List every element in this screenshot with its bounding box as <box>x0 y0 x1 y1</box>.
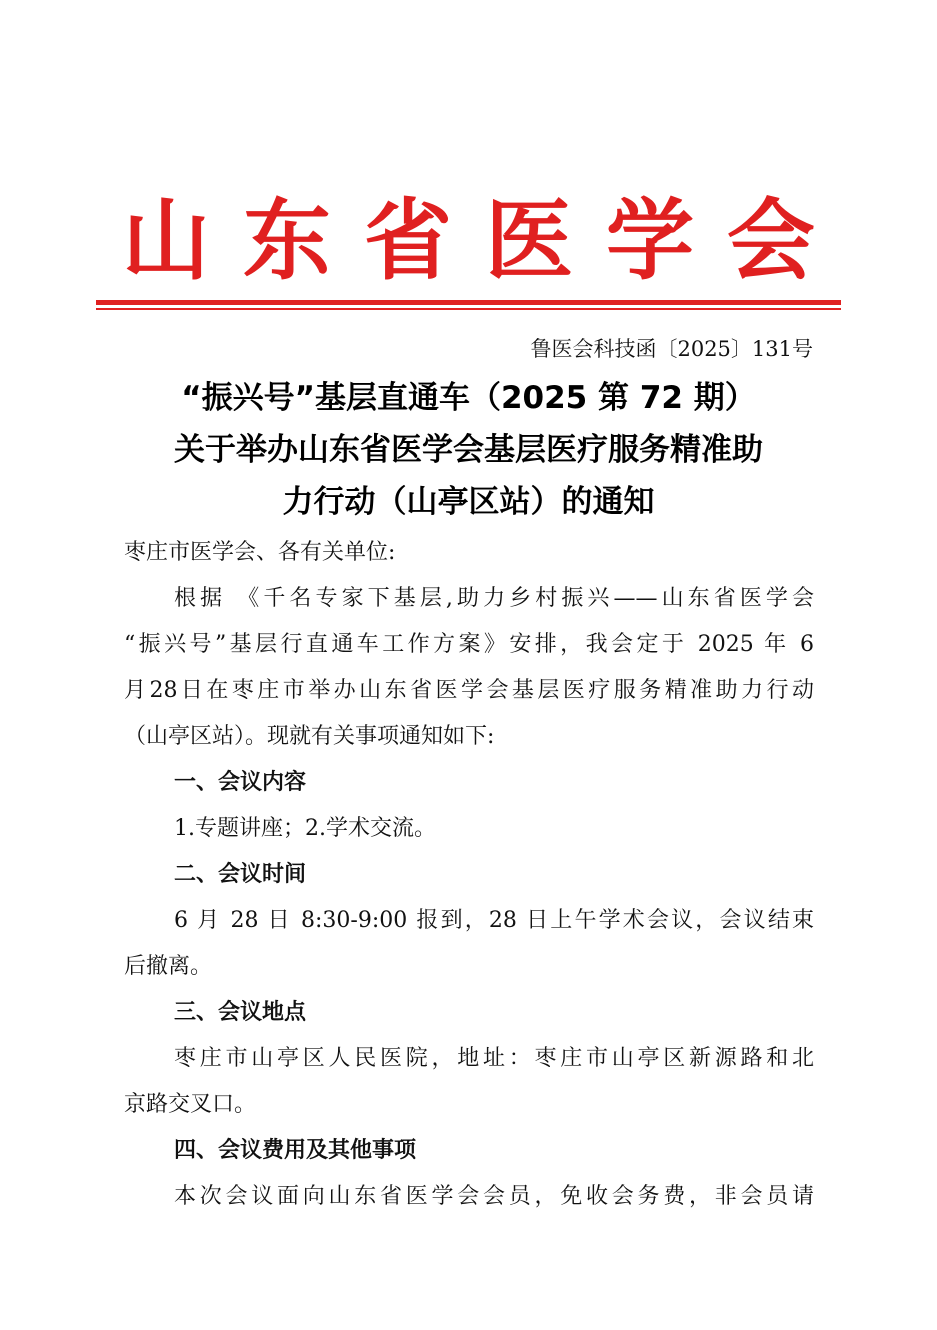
red-divider-thick <box>96 300 841 305</box>
salutation: 枣庄市医学会、各有关单位: <box>124 540 396 565</box>
section-paragraph-line: 后撤离。 <box>124 954 213 979</box>
masthead-char: 会 <box>726 188 815 292</box>
section-heading-time: 二、会议时间 <box>174 862 307 887</box>
intro-line: “振兴号”基层行直通车工作方案》安排，我会定于 2025 年 6 <box>124 632 814 657</box>
masthead-char: 学 <box>605 188 694 292</box>
title-line: “振兴号”基层直通车（2025 第 72 期） <box>181 380 756 416</box>
section-heading-content: 一、会议内容 <box>174 770 307 795</box>
masthead-char: 东 <box>242 188 331 292</box>
notice-title <box>110 372 827 528</box>
intro-line: 月28日在枣庄市举办山东省医学会基层医疗服务精准助力行动 <box>124 678 814 703</box>
document-number: 鲁医会科技函〔2025〕131号 <box>530 337 813 361</box>
section-paragraph-line: 京路交叉口。 <box>124 1092 257 1117</box>
masthead-char: 山 <box>122 188 211 292</box>
intro-line: （山亭区站）。现就有关事项通知如下: <box>124 724 495 749</box>
masthead-char: 医 <box>484 188 573 292</box>
notice-body <box>124 530 814 1220</box>
section-paragraph-line: 1.专题讲座；2.学术交流。 <box>174 816 436 841</box>
section-paragraph-line: 枣庄市山亭区人民医院，地址：枣庄市山亭区新源路和北 <box>174 1046 814 1071</box>
organization-masthead <box>96 190 841 290</box>
masthead-char: 省 <box>363 188 452 292</box>
red-divider-thin <box>96 308 841 310</box>
section-heading-location: 三、会议地点 <box>174 1000 307 1025</box>
section-heading-fees: 四、会议费用及其他事项 <box>174 1138 417 1163</box>
intro-line: 根据 《千名专家下基层,助力乡村振兴——山东省医学会 <box>174 586 814 611</box>
section-paragraph-line: 本次会议面向山东省医学会会员，免收会务费，非会员请 <box>174 1184 814 1209</box>
title-line: 力行动（山亭区站）的通知 <box>282 484 655 520</box>
title-line: 关于举办山东省医学会基层医疗服务精准助 <box>174 432 763 468</box>
section-paragraph-line: 6 月 28 日 8:30-9:00 报到，28 日上午学术会议，会议结束 <box>174 908 814 933</box>
